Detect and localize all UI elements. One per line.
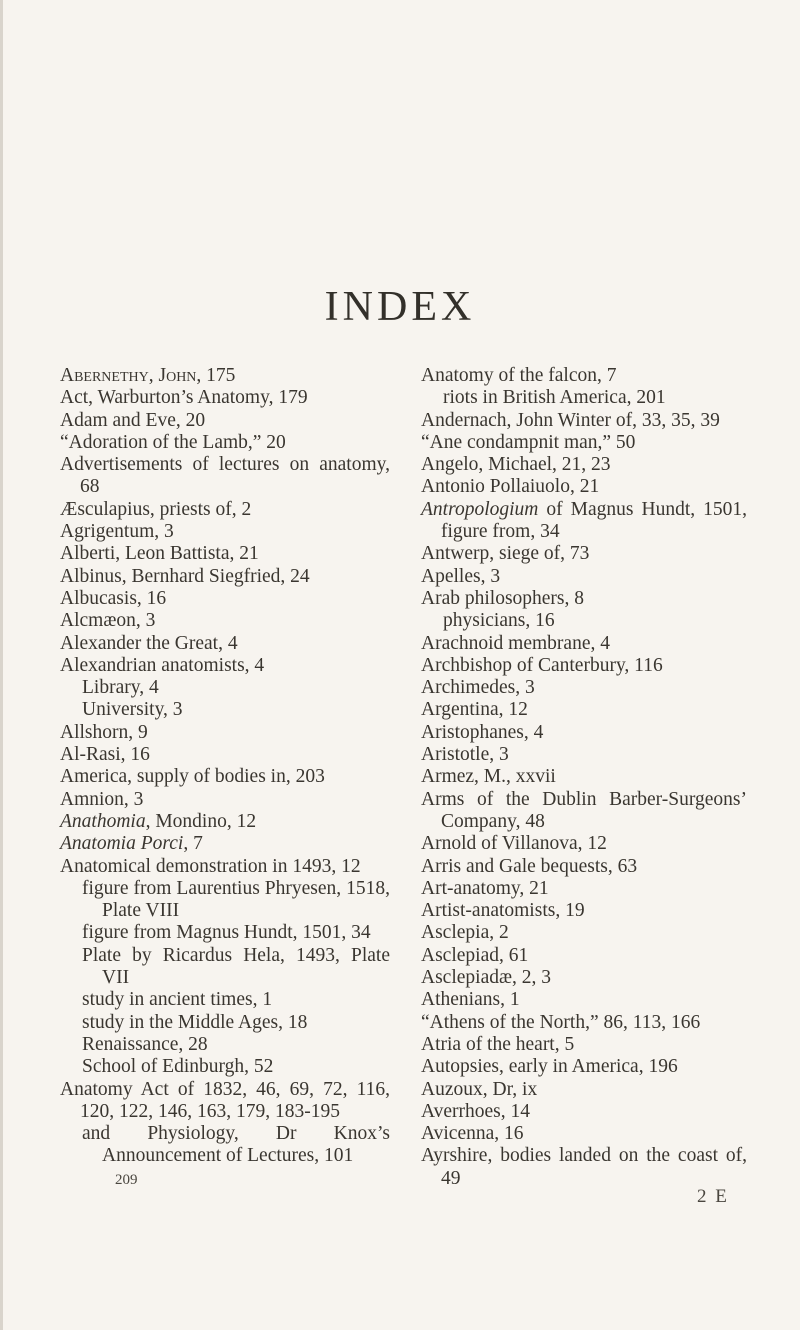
index-subentry bbox=[421, 610, 747, 632]
index-entry bbox=[421, 410, 747, 432]
index-entry bbox=[421, 699, 747, 721]
index-entry bbox=[421, 856, 747, 878]
index-entry-text: Antropologium bbox=[421, 498, 539, 520]
index-column-left bbox=[60, 365, 390, 1168]
index-entry bbox=[60, 499, 390, 521]
index-subentry bbox=[421, 387, 747, 409]
index-entry-text: Adam and Eve, 20 bbox=[60, 409, 206, 431]
index-entry-text: and Physiology, Dr Knox’s Announcement of Lectures, 101 bbox=[82, 1123, 390, 1167]
index-entry bbox=[60, 387, 390, 409]
index-entry-text: Arnold of Villanova, 12 bbox=[421, 833, 607, 855]
index-entry bbox=[421, 454, 747, 476]
index-entry bbox=[60, 454, 390, 499]
index-entry bbox=[421, 1079, 747, 1101]
index-entry bbox=[421, 878, 747, 900]
index-entry bbox=[60, 833, 390, 855]
index-entry bbox=[60, 744, 390, 766]
index-entry-text: Arris and Gale bequests, 63 bbox=[421, 855, 638, 877]
index-entry-text: Andernach, John Winter of, 33, 35, 39 bbox=[421, 409, 720, 431]
index-entry-text: Aristophanes, 4 bbox=[421, 721, 544, 743]
index-entry bbox=[421, 945, 747, 967]
index-entry bbox=[421, 1034, 747, 1056]
index-entry bbox=[421, 655, 747, 677]
index-entry bbox=[421, 789, 747, 834]
index-entry bbox=[421, 1123, 747, 1145]
index-entry bbox=[60, 432, 390, 454]
signature-mark: 2 E bbox=[697, 1186, 729, 1207]
index-subentry bbox=[60, 922, 390, 944]
index-entry bbox=[421, 900, 747, 922]
index-entry-text: America, supply of bodies in, 203 bbox=[60, 766, 325, 788]
index-entry-text: Archbishop of Canterbury, 116 bbox=[421, 654, 663, 676]
index-subentry bbox=[60, 677, 390, 699]
index-entry-text: , Mondino, 12 bbox=[145, 810, 257, 832]
index-entry-text: Arachnoid membrane, 4 bbox=[421, 632, 610, 654]
index-entry-text: Atria of the heart, 5 bbox=[421, 1033, 575, 1055]
index-entry bbox=[421, 432, 747, 454]
index-entry-text: Argentina, 12 bbox=[421, 699, 528, 721]
index-subentry bbox=[60, 878, 390, 923]
index-entry bbox=[60, 811, 390, 833]
index-entry-text: Archimedes, 3 bbox=[421, 677, 535, 699]
index-entry-text: Aristotle, 3 bbox=[421, 744, 509, 766]
index-entry bbox=[421, 967, 747, 989]
index-entry-text: “Ane condampnit man,” 50 bbox=[421, 431, 636, 453]
index-entry-text: Antonio Pollaiuolo, 21 bbox=[421, 476, 600, 498]
index-entry bbox=[60, 365, 390, 387]
index-entry-text: Albucasis, 16 bbox=[60, 587, 167, 609]
index-entry-text: Apelles, 3 bbox=[421, 565, 501, 587]
index-entry-text: Artist-anatomists, 19 bbox=[421, 900, 585, 922]
index-entry bbox=[60, 610, 390, 632]
index-entry-text: Arab philosophers, 8 bbox=[421, 587, 585, 609]
index-entry-text: riots in British America, 201 bbox=[443, 387, 666, 409]
index-entry-text: Act, Warburton’s Anatomy, 179 bbox=[60, 387, 308, 409]
index-entry bbox=[421, 722, 747, 744]
index-entry-text: Armez, M., xxvii bbox=[421, 766, 556, 788]
index-entry bbox=[421, 566, 747, 588]
index-entry bbox=[421, 1101, 747, 1123]
index-entry-text: Alcmæon, 3 bbox=[60, 610, 156, 632]
index-entry bbox=[60, 521, 390, 543]
index-entry-text: Æsculapius, priests of, 2 bbox=[60, 498, 252, 520]
index-entry bbox=[60, 856, 390, 878]
index-entry-text: Advertisements of lectures on anatomy, 68 bbox=[60, 454, 390, 498]
index-entry bbox=[60, 722, 390, 744]
index-entry-text: Autopsies, early in America, 196 bbox=[421, 1056, 678, 1078]
index-entry bbox=[60, 543, 390, 565]
index-subentry bbox=[60, 1012, 390, 1034]
index-subentry bbox=[60, 945, 390, 990]
index-entry-text: study in the Middle Ages, 18 bbox=[82, 1011, 308, 1033]
index-entry-text: Library, 4 bbox=[82, 677, 159, 699]
index-entry-text: Anatomy Act of 1832, 46, 69, 72, 116, 120, 122, 146, 163, 179, 183-195 bbox=[60, 1078, 390, 1122]
index-entry-text: Abernethy, John bbox=[60, 365, 197, 386]
index-subentry bbox=[60, 1034, 390, 1056]
index-entry-text: , 175 bbox=[196, 365, 236, 386]
index-entry bbox=[421, 744, 747, 766]
index-entry bbox=[421, 499, 747, 544]
index-entry-text: Al-Rasi, 16 bbox=[60, 744, 150, 766]
index-entry-text: Alexandrian anatomists, 4 bbox=[60, 654, 265, 676]
index-entry-text: Asclepiad, 61 bbox=[421, 944, 529, 966]
index-entry bbox=[60, 655, 390, 677]
index-entry-text: , 7 bbox=[183, 833, 203, 855]
index-entry-text: Albinus, Bernhard Siegfried, 24 bbox=[60, 565, 310, 587]
index-entry bbox=[60, 633, 390, 655]
index-entry-text: Auzoux, Dr, ix bbox=[421, 1078, 538, 1100]
index-entry bbox=[421, 1145, 747, 1190]
index-entry bbox=[421, 833, 747, 855]
index-entry-text: Alexander the Great, 4 bbox=[60, 632, 238, 654]
index-entry-text: Allshorn, 9 bbox=[60, 721, 148, 743]
index-entry-text: physicians, 16 bbox=[443, 610, 555, 632]
index-entry bbox=[60, 1079, 390, 1124]
index-entry bbox=[421, 1012, 747, 1034]
index-entry-text: School of Edinburgh, 52 bbox=[82, 1056, 274, 1078]
index-subentry bbox=[60, 989, 390, 1011]
index-entry-text: “Athens of the North,” 86, 113, 166 bbox=[421, 1011, 701, 1033]
index-entry-text: Alberti, Leon Battista, 21 bbox=[60, 543, 259, 565]
index-subentry bbox=[60, 1056, 390, 1078]
index-entry-text: Averrhoes, 14 bbox=[421, 1100, 531, 1122]
index-entry bbox=[421, 588, 747, 610]
index-entry-text: Ayrshire, bodies landed on the coast of, 49 bbox=[421, 1145, 747, 1189]
index-entry bbox=[421, 633, 747, 655]
index-entry-text: Arms of the Dublin Barber-Surgeons’ Company, 48 bbox=[421, 788, 747, 832]
index-entry-text: figure from Laurentius Phryesen, 1518, Plate VIII bbox=[82, 877, 390, 922]
index-entry bbox=[421, 922, 747, 944]
index-entry bbox=[421, 1056, 747, 1078]
page-title: INDEX bbox=[324, 284, 476, 330]
index-entry-text: Agrigentum, 3 bbox=[60, 521, 174, 543]
index-entry-text: Anatomy of the falcon, 7 bbox=[421, 365, 617, 386]
index-entry bbox=[60, 588, 390, 610]
index-entry bbox=[421, 766, 747, 788]
index-entry-text: Antwerp, siege of, 73 bbox=[421, 543, 590, 565]
index-subentry bbox=[60, 1123, 390, 1168]
index-entry-text: Asclepiadæ, 2, 3 bbox=[421, 967, 551, 989]
index-entry bbox=[60, 789, 390, 811]
index-entry bbox=[60, 566, 390, 588]
index-entry-text: Anatomia Porci bbox=[60, 833, 184, 855]
index-entry-text: Renaissance, 28 bbox=[82, 1033, 208, 1055]
index-entry-text: University, 3 bbox=[82, 699, 183, 721]
index-column-right bbox=[421, 365, 747, 1190]
index-entry-text: Athenians, 1 bbox=[421, 989, 520, 1011]
index-entry bbox=[421, 989, 747, 1011]
index-entry-text: Anathomia bbox=[60, 810, 146, 832]
index-entry-text: Avicenna, 16 bbox=[421, 1123, 524, 1145]
index-entry bbox=[60, 766, 390, 788]
index-entry bbox=[421, 677, 747, 699]
index-entry-text: Plate by Ricardus Hela, 1493, Plate VII bbox=[82, 944, 390, 989]
page-number: 209 bbox=[115, 1172, 138, 1188]
index-entry-text: of Magnus Hundt, 1501, figure from, 34 bbox=[441, 498, 747, 543]
index-entry-text: Asclepia, 2 bbox=[421, 922, 509, 944]
index-entry bbox=[421, 543, 747, 565]
page-edge bbox=[0, 0, 3, 1330]
index-entry-text: Anatomical demonstration in 1493, 12 bbox=[60, 855, 361, 877]
index-subentry bbox=[60, 699, 390, 721]
index-entry-text: figure from Magnus Hundt, 1501, 34 bbox=[82, 922, 371, 944]
index-entry-text: study in ancient times, 1 bbox=[82, 989, 273, 1011]
index-entry-text: Amnion, 3 bbox=[60, 788, 144, 810]
index-entry-text: Art-anatomy, 21 bbox=[421, 877, 549, 899]
index-entry-text: “Adoration of the Lamb,” 20 bbox=[60, 431, 286, 453]
index-entry bbox=[60, 410, 390, 432]
index-entry bbox=[421, 476, 747, 498]
index-entry-text: Angelo, Michael, 21, 23 bbox=[421, 454, 611, 476]
index-entry bbox=[421, 365, 747, 387]
